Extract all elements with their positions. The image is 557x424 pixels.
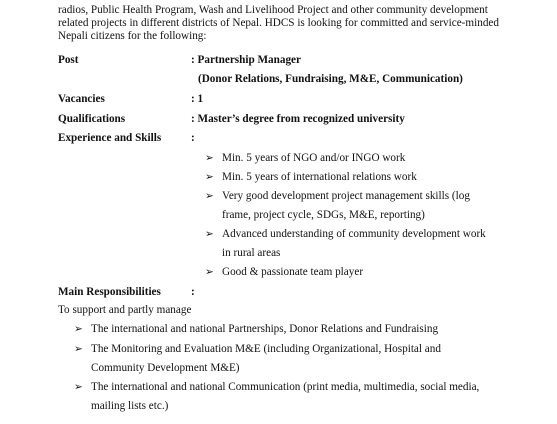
skill-item: Min. 5 years of NGO and/or INGO work bbox=[222, 152, 406, 164]
responsibilities-colon: : bbox=[191, 286, 195, 298]
skill-item: Very good development project management skills (log bbox=[222, 190, 470, 202]
responsibility-item-continued: Community Development M&E) bbox=[91, 362, 240, 374]
arrow-bullet-icon: ➢ bbox=[74, 344, 83, 355]
post-label: Post bbox=[58, 54, 79, 66]
intro-line-2: related projects in different districts of Nepal. HDCS is looking for committed and service-minded bbox=[58, 17, 499, 29]
arrow-bullet-icon: ➢ bbox=[205, 191, 214, 202]
vacancies-label: Vacancies bbox=[58, 93, 105, 105]
arrow-bullet-icon: ➢ bbox=[205, 153, 214, 164]
qualifications-label: Qualifications bbox=[58, 113, 126, 125]
qualifications-value: : Master’s degree from recognized university bbox=[191, 113, 405, 125]
responsibilities-label: Main Responsibilities bbox=[58, 286, 161, 298]
skill-item-continued: in rural areas bbox=[222, 247, 281, 259]
experience-label: Experience and Skills bbox=[58, 132, 162, 144]
arrow-bullet-icon: ➢ bbox=[74, 324, 83, 335]
responsibility-item-continued: mailing lists etc.) bbox=[91, 400, 169, 412]
skill-item: Good & passionate team player bbox=[222, 266, 364, 278]
responsibility-item: The international and national Communication (print media, multimedia, social media, bbox=[91, 381, 480, 393]
skill-item: Min. 5 years of international relations work bbox=[222, 171, 417, 183]
arrow-bullet-icon: ➢ bbox=[205, 172, 214, 183]
post-subtitle: (Donor Relations, Fundraising, M&E, Communication) bbox=[198, 73, 463, 85]
responsibility-item: The international and national Partnerships, Donor Relations and Fundraising bbox=[91, 323, 439, 335]
arrow-bullet-icon: ➢ bbox=[205, 267, 214, 278]
vacancies-value: : 1 bbox=[191, 93, 204, 105]
experience-value: : bbox=[191, 132, 195, 144]
intro-line-1: radios, Public Health Program, Wash and Livelihood Project and other community development bbox=[58, 4, 488, 16]
skill-item: Advanced understanding of community development work bbox=[222, 228, 486, 240]
responsibility-item: The Monitoring and Evaluation M&E (including Organizational, Hospital and bbox=[91, 343, 441, 355]
intro-line-3: Nepali citizens for the following: bbox=[58, 30, 207, 42]
skill-item-continued: frame, project cycle, SDGs, M&E, reporting) bbox=[222, 209, 425, 221]
post-value: : Partnership Manager bbox=[191, 54, 301, 66]
arrow-bullet-icon: ➢ bbox=[74, 382, 83, 393]
arrow-bullet-icon: ➢ bbox=[205, 229, 214, 240]
responsibilities-intro: To support and partly manage bbox=[58, 304, 192, 316]
